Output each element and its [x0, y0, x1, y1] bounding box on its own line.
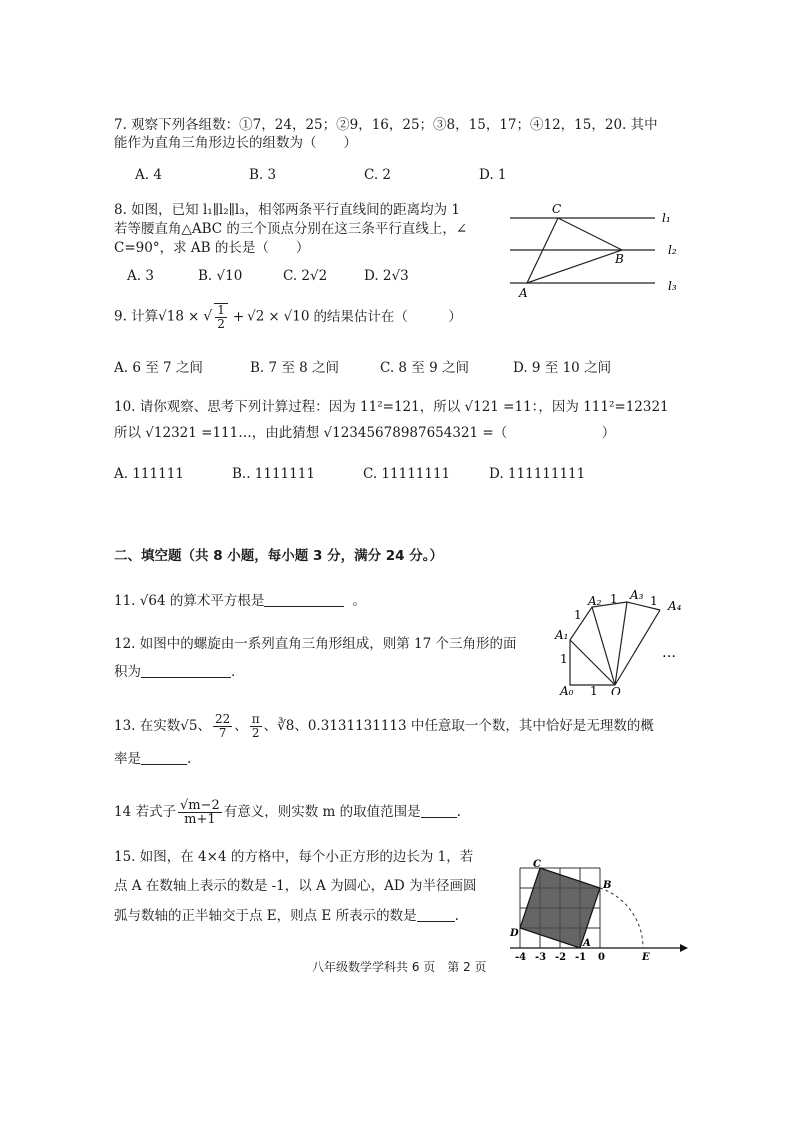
label-a3: A₃ [630, 588, 644, 602]
q8-option-d: D. 2√3 [364, 268, 409, 284]
q14-denominator: m+1 [184, 812, 216, 827]
spiral-outer-edges [570, 602, 660, 685]
q9-option-c: C. 8 至 9 之间 [380, 360, 469, 376]
q9-frac-den: 2 [217, 317, 225, 331]
q15-stem-line2: 点 A 在数轴上表示的数是 -1，以 A 为圆心，AD 为半径画圆 [114, 878, 477, 894]
q13-prefix: 13. 在实数 [114, 718, 181, 734]
q8-stem-line3: C=90°，求 AB 的长是（ ） [114, 240, 310, 256]
tick-neg2: -2 [555, 952, 567, 963]
q9-plus: + [232, 308, 245, 325]
q13-fraction-pi-2 [250, 713, 262, 740]
q12-answer-blank[interactable] [141, 663, 231, 678]
q14-stem [114, 797, 461, 827]
label-d: D [510, 928, 519, 939]
label-one-a1a2: 1 [574, 608, 582, 622]
q13-sep-2: 、 [234, 718, 248, 734]
q8-option-b: B. √10 [198, 268, 243, 284]
q14-answer-blank[interactable] [421, 803, 457, 818]
label-l2: l₂ [668, 243, 677, 257]
tick-neg1: -1 [575, 952, 587, 963]
section-2-title: 二、填空题（共 8 小题，每小题 3 分，满分 24 分。） [114, 548, 444, 564]
label-e: E [642, 952, 650, 963]
q13-answer-blank[interactable] [141, 750, 187, 765]
q12-line2-prefix: 积为 [114, 664, 141, 680]
tick-neg4: -4 [515, 952, 527, 963]
q9-option-d: D. 9 至 10 之间 [513, 360, 612, 376]
q10-stem-line2: 所以 √12321 =111…，由此猜想 √12345678987654321 =（ ） [114, 425, 616, 441]
q13-sep-3: 、 [263, 718, 278, 734]
q12-stem-line2 [114, 662, 235, 682]
q14-numerator: √m−2 [179, 798, 220, 813]
label-l3: l₃ [668, 279, 677, 293]
label-a: A [519, 286, 528, 300]
label-o: O [611, 685, 621, 695]
q8-option-a: A. 3 [127, 268, 154, 284]
label-one-a3a4: 1 [650, 594, 658, 608]
q9-stem: 9. 计算√18 × √ $\frac{1}{2}$ + √2 × √10 的结果估计在（ ） [114, 303, 462, 331]
q10-stem-line1: 10. 请你观察、思考下列计算过程：因为 11²=121，所以 √121 =11：，因为 111²=12321 [114, 399, 669, 415]
q13-radical-5: √5 [180, 718, 198, 734]
q10-option-d: D. 111111111 [489, 466, 586, 482]
q9-prefix: 9. 计算 [114, 308, 159, 325]
q9-radical-10: √10 [283, 308, 310, 325]
q13-tail: 、0.3131131113 中任意取一个数，其中恰好是无理数的概 [294, 718, 654, 734]
q13-f2-den: 2 [251, 726, 260, 740]
q11-answer-blank[interactable] [264, 592, 344, 607]
q13-fraction-22-7 [213, 713, 232, 740]
q13-line2-prefix: 率是 [114, 751, 141, 767]
q15-stem-line3 [114, 906, 459, 926]
q9-option-b: B. 7 至 8 之间 [250, 360, 340, 376]
spiral-hyp-4 [615, 610, 660, 685]
label-dots: … [662, 645, 676, 661]
q14-fraction [178, 799, 222, 826]
q8-figure [505, 200, 690, 300]
tick-0: 0 [598, 952, 605, 963]
label-a: A [583, 938, 591, 949]
q9-fraction [214, 303, 228, 331]
arc-a-to-e [600, 888, 643, 948]
label-one-left: 1 [560, 652, 568, 666]
q14-prefix: 14 若式子 [114, 804, 176, 820]
q13-stem-line1 [114, 712, 654, 740]
shaded-square-abcd [520, 868, 600, 948]
label-c: C [533, 859, 541, 870]
q14-text: 有意义，则实数 m 的取值范围是 [223, 804, 421, 820]
label-a2: A₂ [588, 594, 602, 608]
q15-grid-figure [500, 858, 690, 968]
q9-option-a: A. 6 至 7 之间 [114, 360, 203, 376]
label-a0: A₀ [560, 684, 574, 695]
q8-stem-line1: 8. 如图，已知 l₁∥l₂∥l₃，相邻两条平行直线间的距离均为 1 [114, 202, 461, 218]
label-b: B [615, 252, 624, 266]
spiral-hyp-3 [615, 602, 627, 685]
q13-stem-line2 [114, 749, 191, 769]
q9-times-1: × [187, 308, 200, 325]
q7-option-c: C. 2 [364, 167, 392, 183]
q13-f2-num: π [251, 712, 260, 726]
tick-neg3: -3 [535, 952, 547, 963]
q9-times-2: × [268, 308, 280, 325]
q12-stem-line1: 12. 如图中的螺旋由一系列直角三角形组成，则第 17 个三角形的面 [114, 636, 517, 652]
q15-line3-prefix: 弧与数轴的正半轴交于点 E，则点 E 所表示的数是 [114, 908, 417, 924]
label-one-a2a3: 1 [610, 592, 618, 606]
label-a4: A₄ [668, 599, 682, 613]
q11-suffix: 。 [352, 593, 366, 609]
q11-stem [114, 591, 366, 611]
q10-option-c: C. 11111111 [363, 466, 451, 482]
q15-line3-suffix: . [454, 908, 459, 924]
q10-option-b: B.. 1111111 [232, 466, 315, 482]
label-l1: l₁ [662, 211, 671, 225]
q11-prefix: 11. [114, 593, 136, 609]
q12-spiral-figure [550, 585, 690, 695]
label-a1: A₁ [555, 628, 569, 642]
number-line-arrow [680, 944, 688, 952]
q7-option-a: A. 4 [135, 167, 162, 183]
label-one-bottom: 1 [590, 684, 598, 695]
page-footer: 八年级数学学科共 6 页 第 2 页 [312, 960, 487, 974]
q7-option-d: D. 1 [479, 167, 507, 183]
q13-line2-suffix: . [187, 751, 192, 767]
q14-suffix: . [456, 804, 461, 820]
label-b: B [603, 880, 612, 891]
q9-suffix: 的结果估计在（ ） [313, 308, 462, 325]
q7-stem-line1: 7. 观察下列各组数：①7，24，25；②9，16，25；③8，15，17；④12，15，20. 其中 [114, 117, 658, 133]
q8-stem-line2: 若等腰直角△ABC 的三个顶点分别在这三条平行直线上，∠ [114, 221, 468, 237]
q10-option-a: A. 111111 [114, 466, 184, 482]
q9-frac-num: 1 [217, 303, 225, 317]
q13-cbrt-8: ∛8 [277, 718, 295, 734]
q13-f1-den: 7 [218, 726, 227, 740]
q7-stem-line2: 能作为直角三角形边长的组数为（ ） [114, 135, 357, 151]
label-c: C [552, 202, 562, 216]
q13-f1-num: 22 [214, 712, 231, 726]
q11-radical: √64 [139, 593, 166, 609]
q15-answer-blank[interactable] [417, 907, 455, 922]
q7-option-b: B. 3 [249, 167, 277, 183]
q12-line2-suffix: . [231, 664, 236, 680]
q15-stem-line1: 15. 如图，在 4×4 的方格中，每个小正方形的边长为 1，若 [114, 849, 474, 865]
q9-radical-18: √18 [158, 308, 184, 325]
q8-option-c: C. 2√2 [283, 268, 328, 284]
q13-sep-1: 、 [197, 718, 211, 734]
q11-text: 的算术平方根是 [169, 593, 265, 609]
q9-radical-2: √2 [247, 308, 265, 325]
